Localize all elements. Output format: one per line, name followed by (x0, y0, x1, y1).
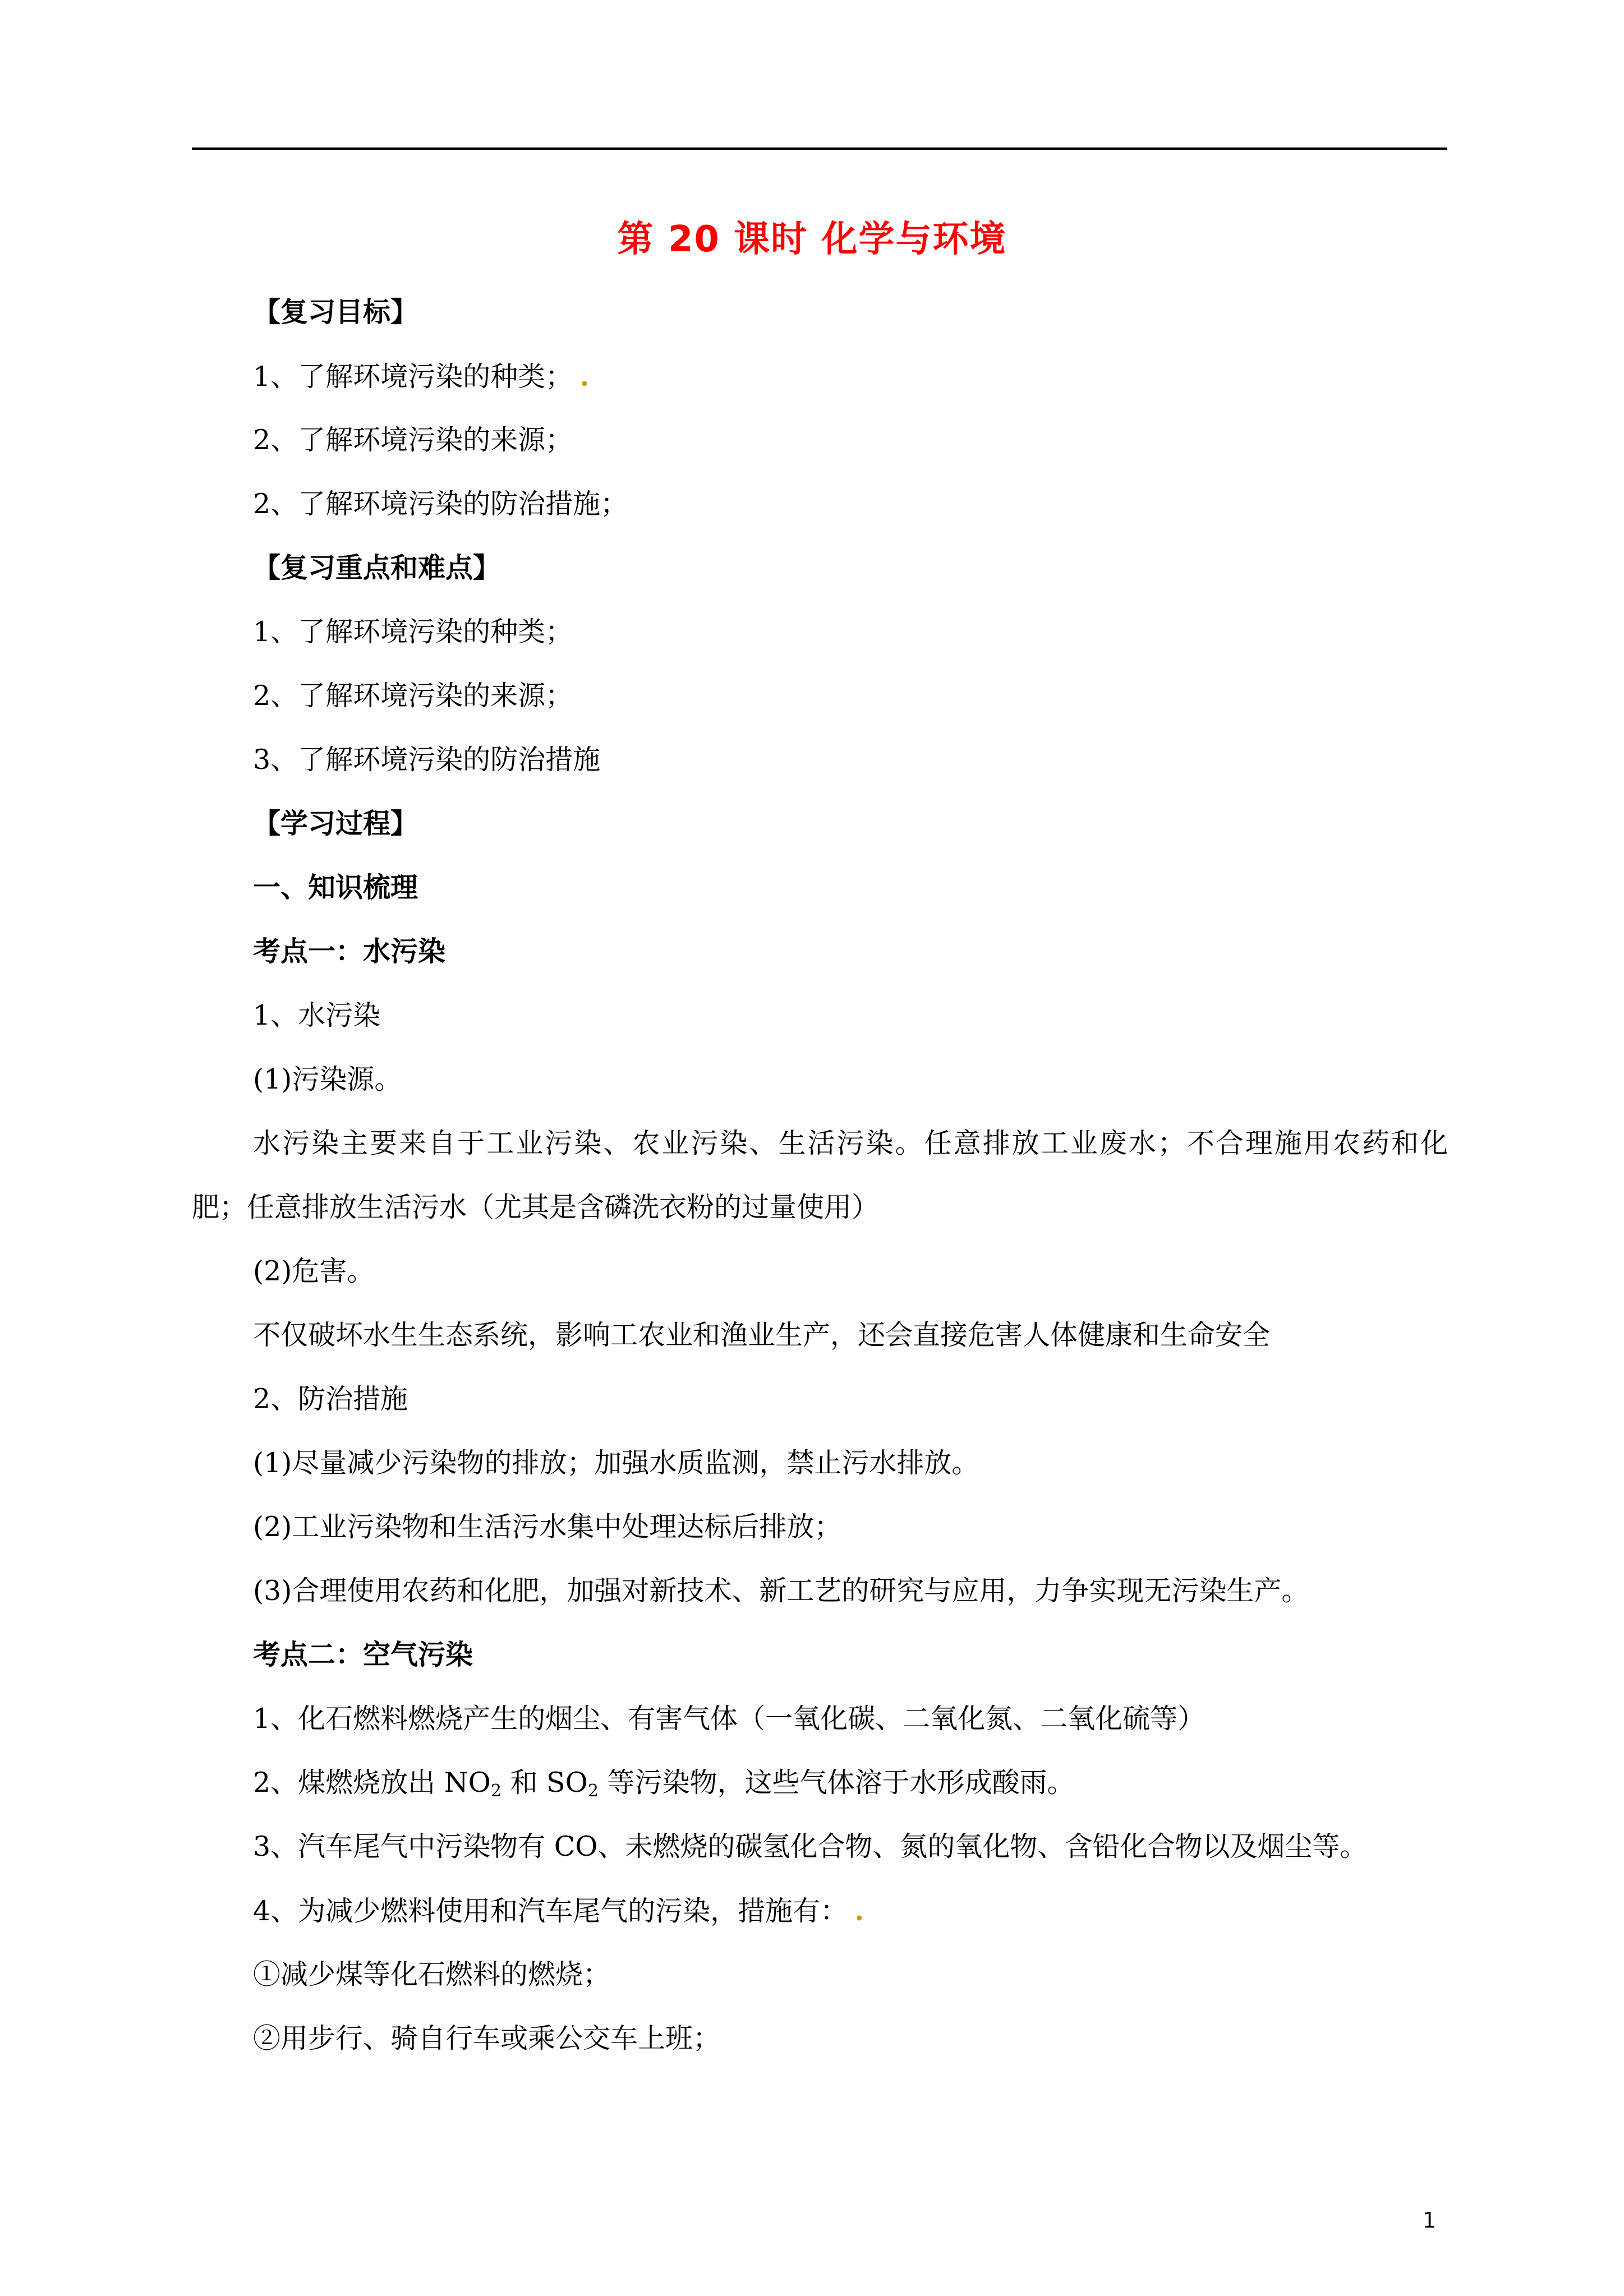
objective-3: 2、了解环境污染的防治措施； (253, 488, 628, 520)
key-point-2: 2、了解环境污染的来源； (253, 680, 573, 712)
water-source-text-2: 肥；任意排放生活污水（尤其是含磷洗衣粉的过量使用） (192, 1191, 880, 1223)
objective-1-text: 1、了解环境污染的种类； (253, 361, 573, 393)
air-measure-1: ①减少煤等化石燃料的燃烧； (253, 1958, 611, 1990)
page-title: 第 20 课时 化学与环境 (617, 219, 1007, 260)
air-item-2-part-a: 2、煤燃烧放出 NO (253, 1767, 491, 1799)
water-harm-text: 不仅破坏水生生态系统，影响工农业和渔业生产，还会直接危害人体健康和生命安全 (253, 1319, 1271, 1351)
highlight-dot: . (854, 1894, 864, 1927)
objective-1 (253, 359, 589, 394)
air-item-3: 3、汽车尾气中污染物有 CO、未燃烧的碳氢化合物、氮的氧化物、含铅化合物以及烟尘等。 (253, 1831, 1368, 1862)
objective-2: 2、了解环境污染的来源； (253, 424, 573, 456)
water-harm-label: (2)危害。 (253, 1255, 375, 1287)
air-item-2-part-b: 和 SO (501, 1767, 588, 1799)
air-item-2-part-c: 等污染物，这些气体溶于水形成酸雨。 (598, 1767, 1075, 1799)
water-item-1: 1、水污染 (253, 999, 381, 1031)
water-measure-3: (3)合理使用农药和化肥，加强对新技术、新工艺的研究与应用，力争实现无污染生产。 (253, 1575, 1309, 1607)
key-point-1: 1、了解环境污染的种类； (253, 616, 573, 648)
heading-topic-water: 考点一：水污染 (253, 935, 446, 967)
water-source-label: (1)污染源。 (253, 1063, 402, 1095)
air-item-4-text: 4、为减少燃料使用和汽车尾气的污染，措施有： (253, 1895, 848, 1927)
water-measure-2: (2)工业污染物和生活污水集中处理达标后排放； (253, 1511, 842, 1543)
heading-objectives: 【复习目标】 (253, 296, 418, 328)
water-source-text-1: 水污染主要来自于工业污染、农业污染、生活污染。任意排放工业废水；不合理施用农药和化 (253, 1127, 1448, 1159)
heading-process: 【学习过程】 (253, 808, 418, 840)
header-rule (192, 147, 1447, 150)
highlight-dot: . (579, 360, 590, 393)
heading-key-points: 【复习重点和难点】 (253, 552, 501, 584)
key-point-3: 3、了解环境污染的防治措施 (253, 744, 601, 776)
air-item-4 (253, 1894, 864, 1928)
water-item-2: 2、防治措施 (253, 1383, 408, 1415)
page-number: 1 (1422, 2208, 1437, 2233)
heading-topic-air: 考点二：空气污染 (253, 1639, 473, 1671)
air-item-2 (253, 1766, 1074, 1800)
subscript-2: 2 (490, 1781, 502, 1801)
subscript-2: 2 (587, 1781, 599, 1801)
heading-section-one: 一、知识梳理 (253, 872, 418, 903)
air-item-1: 1、化石燃料燃烧产生的烟尘、有害气体（一氧化碳、二氧化氮、二氧化硫等） (253, 1703, 1206, 1735)
water-measure-1: (1)尽量减少污染物的排放；加强水质监测，禁止污水排放。 (253, 1447, 979, 1479)
air-measure-2: ②用步行、骑自行车或乘公交车上班； (253, 2022, 721, 2054)
